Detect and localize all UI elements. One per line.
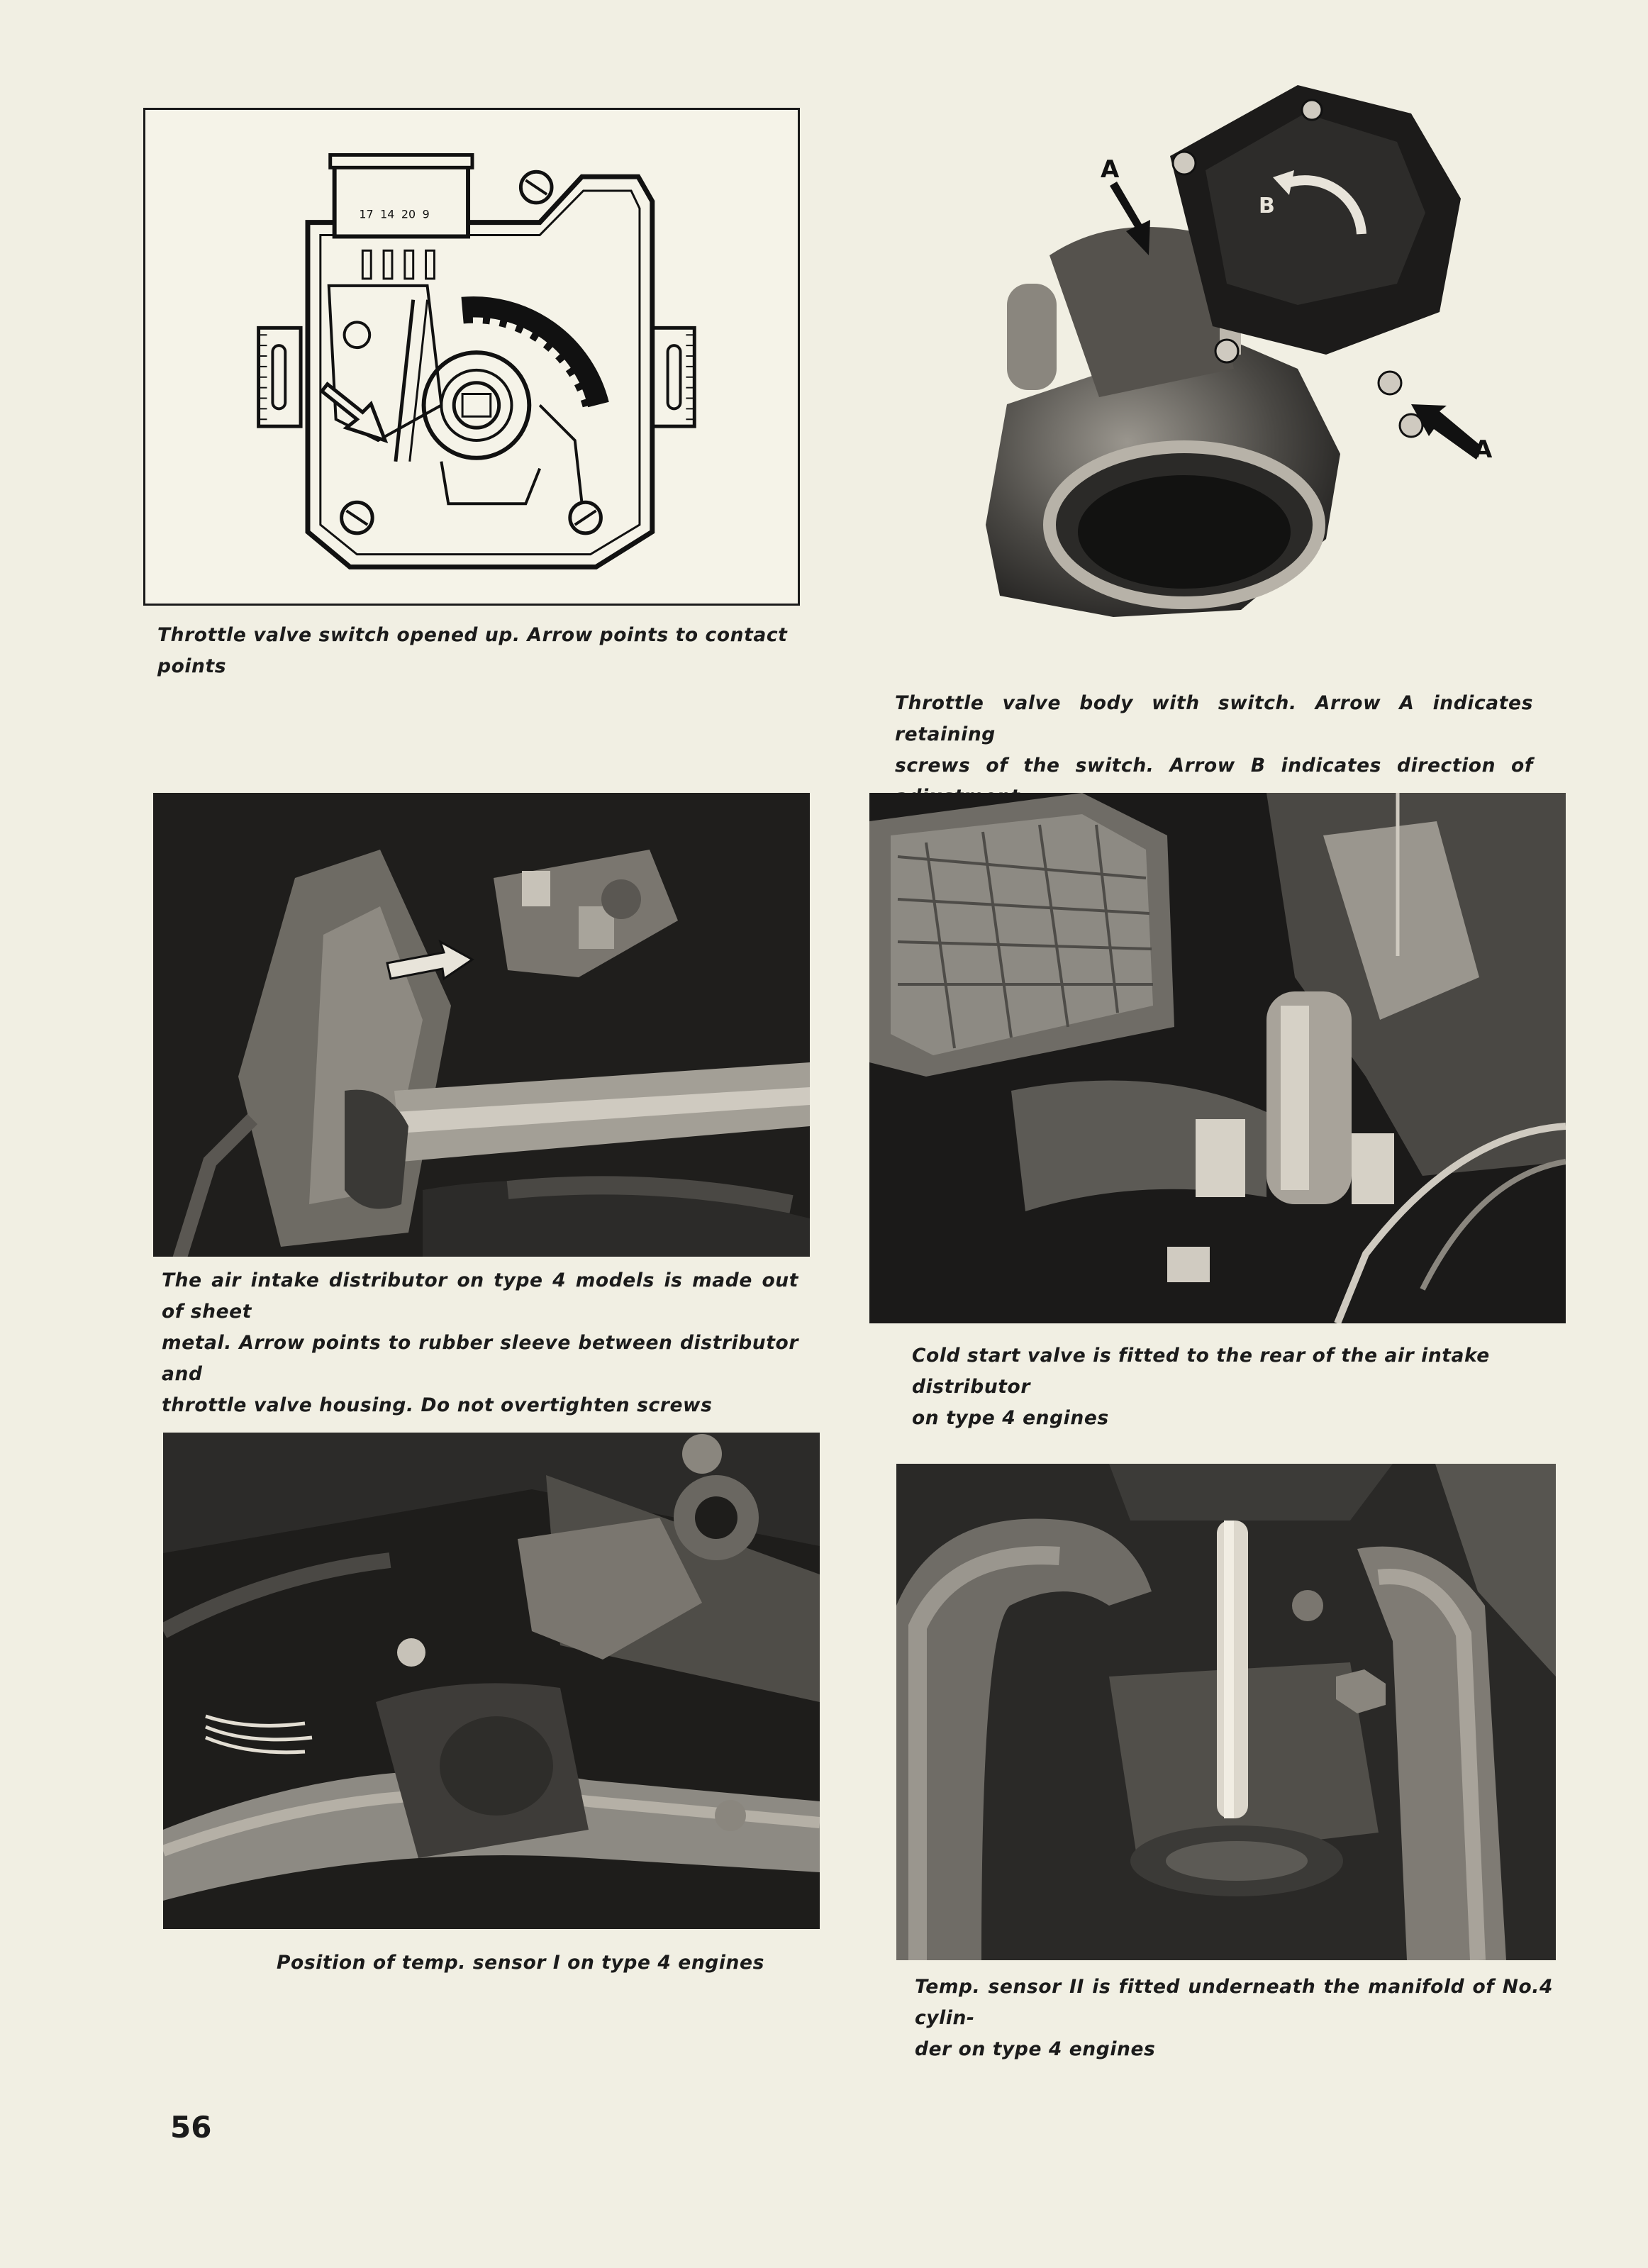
- marker-b: B: [1259, 194, 1275, 218]
- terminal-label-9: 9: [422, 207, 430, 221]
- marker-a-top: A: [1101, 155, 1120, 184]
- throttle-switch-drawing: [143, 108, 800, 606]
- caption-line: der on type 4 engines: [915, 2038, 1156, 2060]
- cold-start-photo: [869, 793, 1566, 1323]
- temp-sensor-1-illustration: [163, 1433, 820, 1929]
- page-number: 56: [170, 2110, 212, 2145]
- cold-start-caption: [912, 1340, 1564, 1434]
- terminal-label-20: 20: [401, 207, 416, 221]
- marker-a-right: A: [1474, 435, 1493, 464]
- air-intake-illustration: [153, 793, 810, 1257]
- throttle-switch-caption: Throttle valve switch opened up. Arrow points to contact points: [157, 624, 788, 677]
- caption-line: Temp. sensor II is fitted underneath the manifold of No.4 cylin-: [915, 1976, 1553, 2029]
- terminal-label-17: 17: [359, 207, 374, 221]
- temp-sensor-1-caption: Position of temp. sensor I on type 4 engines: [277, 1952, 764, 1974]
- air-intake-caption: [162, 1265, 798, 1421]
- caption-line: on type 4 engines: [912, 1407, 1109, 1429]
- caption-line: screws of the switch. Arrow B indicates direction of: [895, 755, 1533, 777]
- throttle-body-photo: [901, 71, 1510, 688]
- throttle-body-illustration: [901, 71, 1510, 688]
- temp-sensor-2-photo: [896, 1464, 1556, 1960]
- caption-line: Cold start valve is fitted to the rear of the air intake distributor: [912, 1345, 1490, 1398]
- caption-line: metal. Arrow points to rubber sleeve between distributor and: [162, 1332, 798, 1385]
- caption-line: Throttle valve body with switch. Arrow A indicates retaining: [895, 692, 1533, 745]
- caption-line: throttle valve housing. Do not overtighten screws: [162, 1394, 713, 1416]
- temp-sensor-2-caption: [915, 1972, 1553, 2065]
- terminal-label-14: 14: [380, 207, 395, 221]
- temp-sensor-2-illustration: [896, 1464, 1556, 1960]
- air-intake-photo: [153, 793, 810, 1257]
- temp-sensor-1-photo: [163, 1433, 820, 1929]
- cold-start-illustration: [869, 793, 1566, 1323]
- caption-line: The air intake distributor on type 4 models is made out of sheet: [162, 1269, 798, 1323]
- throttle-switch-illustration: [145, 110, 798, 604]
